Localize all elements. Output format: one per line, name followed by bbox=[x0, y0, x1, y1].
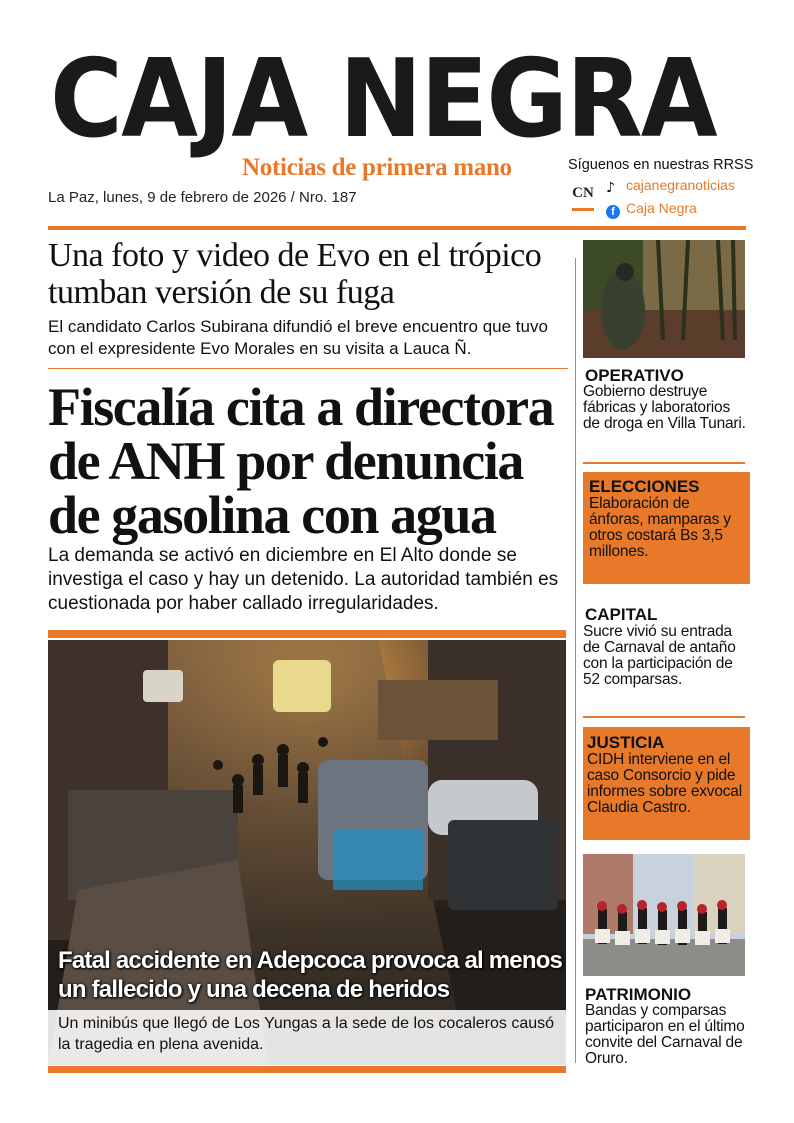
dateline: La Paz, lunes, 9 de febrero de 2026 / Nro. 187 bbox=[48, 189, 357, 206]
photo-bottom-bar bbox=[48, 1066, 566, 1073]
justicia-text[interactable]: CIDH interviene en el caso Consorcio y pide informes sobre exvocal Claudia Castro. bbox=[587, 751, 742, 816]
patrimonio-text[interactable]: Bandas y comparsas participaron en el último convite del Carnaval de Oruro. bbox=[585, 1002, 745, 1067]
justicia-section: JUSTICIA bbox=[587, 733, 665, 752]
capital-section: CAPITAL bbox=[585, 605, 658, 624]
capital-text[interactable]: Sucre vivió su entrada de Carnaval de antaño con la participación de 52 comparsas. bbox=[583, 623, 736, 688]
facebook-link[interactable] bbox=[606, 200, 697, 219]
lead-deck: La demanda se activó en diciembre en El Alto donde se investiga el caso y hay un detenido. La autoridad también es cuestionada por haber callado irregularidades. bbox=[48, 545, 559, 614]
tagline: Noticias de primera mano bbox=[242, 154, 512, 181]
operativo-text[interactable]: Gobierno destruye fábricas y laboratorios de droga en Villa Tunari. bbox=[583, 383, 746, 432]
social-follow-label: Síguenos en nuestras RRSS bbox=[568, 157, 754, 173]
elecciones-box[interactable] bbox=[583, 472, 750, 584]
elecciones-text[interactable]: Elaboración de ánforas, mamparas y otros costará Bs 3,5 millones. bbox=[589, 495, 731, 560]
operativo-section: OPERATIVO bbox=[585, 366, 684, 385]
tiktok-icon: ♪ bbox=[606, 180, 615, 196]
elecciones-section: ELECCIONES bbox=[589, 477, 700, 496]
lead-headline[interactable]: Fiscalía cita a directora de ANH por denuncia de gasolina con agua bbox=[48, 377, 554, 545]
facebook-handle[interactable]: Caja Negra bbox=[626, 200, 697, 216]
secondary-deck: El candidato Carlos Subirana difundió el breve encuentro que tuvo con el expresidente Evo Morales en su visita a Lauca Ñ. bbox=[48, 317, 548, 358]
story-divider bbox=[48, 368, 568, 369]
facebook-icon: f bbox=[606, 205, 620, 219]
patrimonio-section: PATRIMONIO bbox=[585, 985, 692, 1004]
brand-logo: CN bbox=[572, 184, 594, 211]
photo-story-headline[interactable]: Fatal accidente en Adepcoca provoca al menos un fallecido y una decena de heridos bbox=[58, 947, 563, 1003]
sidebar-divider bbox=[575, 258, 576, 1063]
justicia-box[interactable] bbox=[583, 727, 750, 840]
masthead-title: CAJA NEGRA bbox=[50, 37, 716, 162]
sidebar-separator bbox=[583, 462, 745, 464]
patrimonio-photo[interactable] bbox=[583, 854, 745, 976]
tiktok-handle[interactable]: cajanegranoticias bbox=[626, 177, 735, 193]
tiktok-link[interactable] bbox=[606, 177, 735, 194]
photo-story-deck: Un minibús que llegó de Los Yungas a la sede de los cocaleros causó la tragedia en plena avenida. bbox=[58, 1015, 555, 1053]
operativo-photo[interactable] bbox=[583, 240, 745, 358]
masthead-rule bbox=[48, 226, 746, 230]
secondary-headline[interactable]: Una foto y video de Evo en el trópico tumban versión de su fuga bbox=[48, 237, 542, 311]
photo-top-bar bbox=[48, 630, 566, 638]
sidebar-separator bbox=[583, 716, 745, 718]
